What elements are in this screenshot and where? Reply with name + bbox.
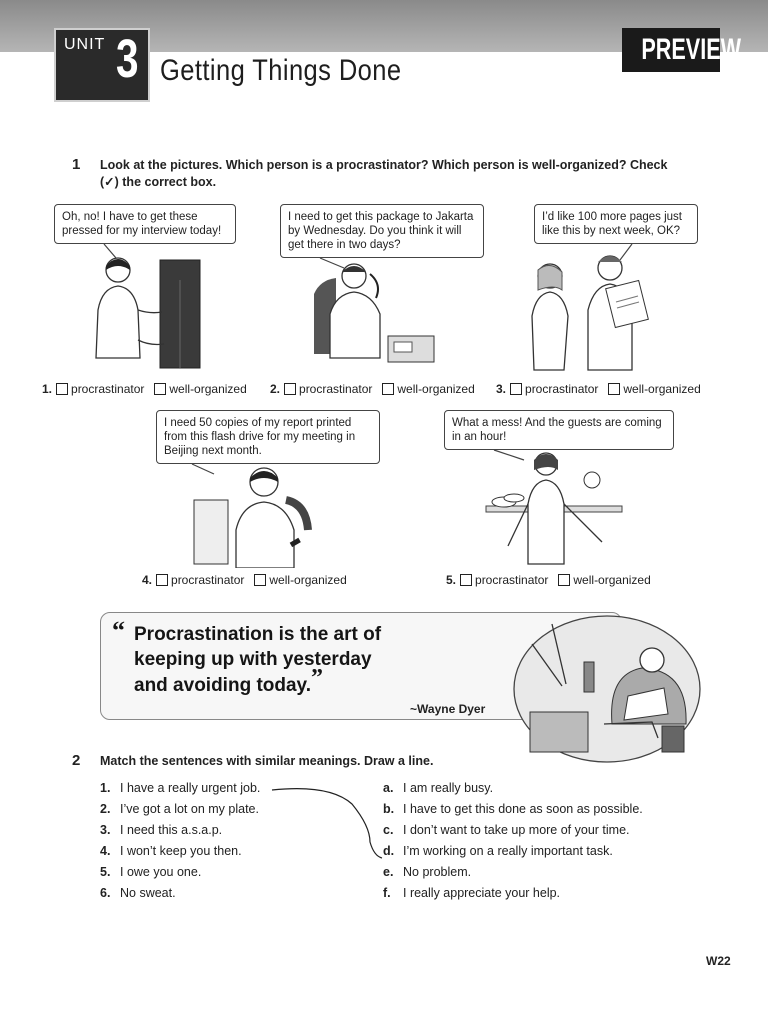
checkbox-5-procrastinator[interactable]: procrastinator <box>460 573 548 587</box>
speech-bubble-1: Oh, no! I have to get these pressed for my interview today! <box>54 204 236 244</box>
answer-row-2 <box>270 382 485 396</box>
checkbox-box[interactable] <box>510 383 522 395</box>
woman-with-flyer-illustration <box>524 240 664 372</box>
checkbox-2-procrastinator[interactable]: procrastinator <box>284 382 372 396</box>
list-item: c. I don’t want to take up more of your time. <box>383 823 630 837</box>
checkbox-4-well-organized[interactable]: well-organized <box>254 573 346 587</box>
page-number: W22 <box>706 954 731 968</box>
checkbox-1-procrastinator[interactable]: procrastinator <box>56 382 144 396</box>
quote-author: ~Wayne Dyer <box>410 702 486 716</box>
answer-row-5 <box>446 573 661 587</box>
quote-open-mark: “ <box>112 616 125 645</box>
checkbox-3-well-organized[interactable]: well-organized <box>608 382 700 396</box>
checkbox-4-procrastinator[interactable]: procrastinator <box>156 573 244 587</box>
answer-row-3 <box>496 382 711 396</box>
quote-text <box>134 622 381 698</box>
checkbox-3-procrastinator[interactable]: procrastinator <box>510 382 598 396</box>
man-on-phone-illustration <box>310 254 450 372</box>
checkbox-2-well-organized[interactable]: well-organized <box>382 382 474 396</box>
quote-line-3: and avoiding today. <box>134 675 311 696</box>
quote-line-1: Procrastination is the art of <box>134 624 382 645</box>
checkbox-5-well-organized[interactable]: well-organized <box>558 573 650 587</box>
match-list-right <box>383 778 643 904</box>
checkbox-box[interactable] <box>156 574 168 586</box>
checkbox-box[interactable] <box>558 574 570 586</box>
answer-row-4 <box>142 573 357 587</box>
list-item: 5. I owe you one. <box>100 865 202 879</box>
list-item: 3. I need this a.s.a.p. <box>100 823 223 837</box>
woman-in-messy-kitchen-illustration <box>484 446 624 568</box>
quote-line-2: keeping up with yesterday <box>134 649 372 670</box>
quote-close-mark: ” <box>311 665 323 691</box>
matching-line-drawn <box>270 782 390 864</box>
exercise-1-number: 1 <box>72 156 81 173</box>
checkbox-box[interactable] <box>608 383 620 395</box>
checkbox-box[interactable] <box>284 383 296 395</box>
list-item: e. No problem. <box>383 865 472 879</box>
checkbox-box[interactable] <box>382 383 394 395</box>
checkbox-1-well-organized[interactable]: well-organized <box>154 382 246 396</box>
speech-bubble-5: What a mess! And the guests are coming in an hour! <box>444 410 674 450</box>
list-item: 6. No sweat. <box>100 886 176 900</box>
speech-bubble-3: I’d like 100 more pages just like this by next week, OK? <box>534 204 698 244</box>
exercise-2-number: 2 <box>72 752 81 769</box>
unit-label-box <box>54 28 150 102</box>
list-item: d. I’m working on a really important task. <box>383 844 613 858</box>
woman-holding-pants-illustration <box>88 240 218 370</box>
checkbox-box[interactable] <box>460 574 472 586</box>
item-1-number: 1. <box>42 382 53 396</box>
checkbox-box[interactable] <box>56 383 68 395</box>
list-item: 4. I won’t keep you then. <box>100 844 242 858</box>
item-2-number: 2. <box>270 382 281 396</box>
exercise-2-instruction: Match the sentences with similar meanings. Draw a line. <box>100 754 434 768</box>
unit-word: UNIT <box>64 36 106 53</box>
answer-row-1 <box>42 382 257 396</box>
man-with-flash-drive-illustration <box>190 460 326 568</box>
page-title: Getting Things Done <box>160 54 402 87</box>
unit-number: 3 <box>116 29 139 89</box>
speech-bubble-4: I need 50 copies of my report printed from this flash drive for my meeting in Beijing next month. <box>156 410 380 464</box>
list-item: a. I am really busy. <box>383 781 494 795</box>
exercise-1-instruction: Look at the pictures. Which person is a procrastinator? Which person is well-organized? Check (✓) the correct box. <box>100 158 668 189</box>
speech-bubble-2: I need to get this package to Jakarta by Wednesday. Do you think it will get there in two days? <box>280 204 484 258</box>
item-5-number: 5. <box>446 573 457 587</box>
list-item: 2. I’ve got a lot on my plate. <box>100 802 259 816</box>
match-list-left <box>100 778 260 904</box>
item-4-number: 4. <box>142 573 153 587</box>
couch-potato-cartoon <box>512 614 702 764</box>
preview-badge: PREVIEW <box>622 28 720 72</box>
checkbox-box[interactable] <box>154 383 166 395</box>
list-item: 1. I have a really urgent job. <box>100 781 261 795</box>
list-item: f. I really appreciate your help. <box>383 886 561 900</box>
item-3-number: 3. <box>496 382 507 396</box>
list-item: b. I have to get this done as soon as possible. <box>383 802 643 816</box>
checkbox-box[interactable] <box>254 574 266 586</box>
